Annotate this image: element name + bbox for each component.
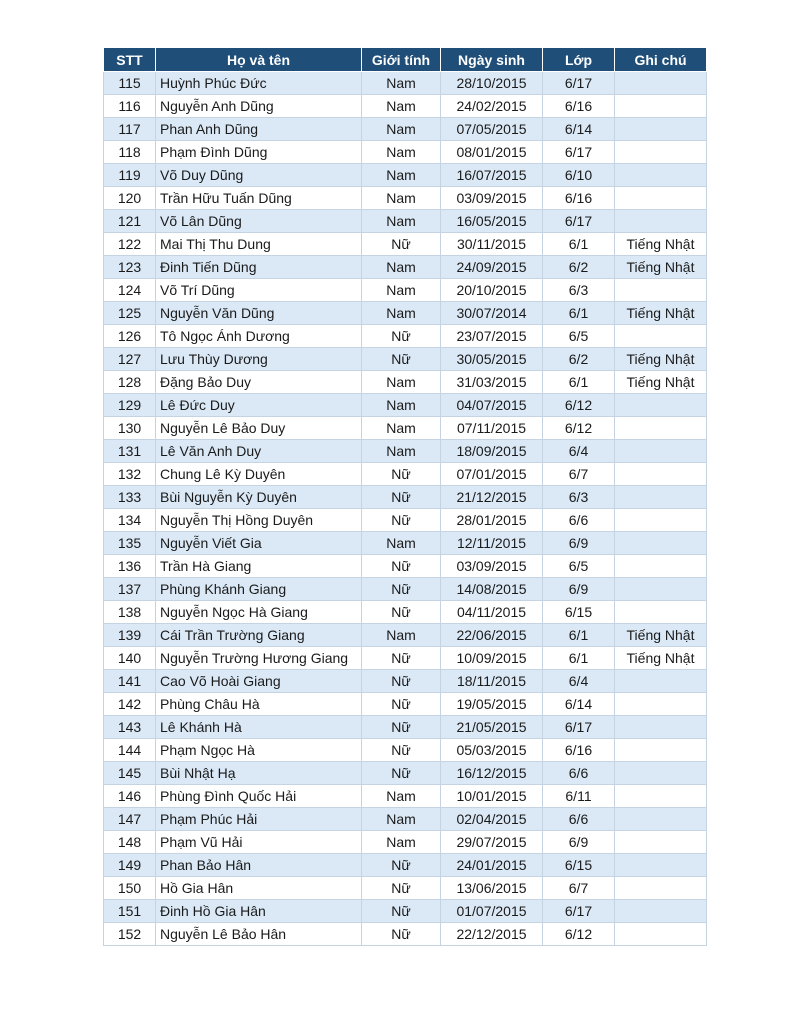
cell-birthdate: 18/11/2015 xyxy=(441,670,543,693)
cell-class: 6/1 xyxy=(543,233,615,256)
cell-class: 6/15 xyxy=(543,601,615,624)
cell-birthdate: 07/05/2015 xyxy=(441,118,543,141)
cell-birthdate: 02/04/2015 xyxy=(441,808,543,831)
cell-note xyxy=(615,831,707,854)
table-row xyxy=(104,509,707,532)
table-row xyxy=(104,325,707,348)
cell-class: 6/11 xyxy=(543,785,615,808)
cell-gender: Nam xyxy=(362,256,441,279)
cell-class: 6/3 xyxy=(543,486,615,509)
cell-birthdate: 22/06/2015 xyxy=(441,624,543,647)
cell-class: 6/16 xyxy=(543,739,615,762)
cell-note xyxy=(615,716,707,739)
cell-birthdate: 20/10/2015 xyxy=(441,279,543,302)
cell-class: 6/4 xyxy=(543,670,615,693)
cell-gender: Nam xyxy=(362,210,441,233)
cell-note xyxy=(615,164,707,187)
cell-full-name: Cái Trần Trường Giang xyxy=(156,624,362,647)
cell-class: 6/6 xyxy=(543,808,615,831)
cell-note xyxy=(615,509,707,532)
cell-stt: 134 xyxy=(104,509,156,532)
cell-note xyxy=(615,118,707,141)
cell-birthdate: 22/12/2015 xyxy=(441,923,543,946)
table-row xyxy=(104,210,707,233)
cell-gender: Nữ xyxy=(362,923,441,946)
cell-stt: 139 xyxy=(104,624,156,647)
cell-gender: Nữ xyxy=(362,762,441,785)
cell-note xyxy=(615,877,707,900)
cell-birthdate: 30/11/2015 xyxy=(441,233,543,256)
cell-class: 6/12 xyxy=(543,417,615,440)
cell-gender: Nữ xyxy=(362,877,441,900)
table-row xyxy=(104,95,707,118)
cell-full-name: Trần Hữu Tuấn Dũng xyxy=(156,187,362,210)
cell-birthdate: 14/08/2015 xyxy=(441,578,543,601)
cell-gender: Nữ xyxy=(362,463,441,486)
table-row xyxy=(104,417,707,440)
cell-stt: 115 xyxy=(104,72,156,95)
table-row xyxy=(104,785,707,808)
cell-gender: Nam xyxy=(362,72,441,95)
cell-gender: Nam xyxy=(362,624,441,647)
cell-birthdate: 16/07/2015 xyxy=(441,164,543,187)
cell-class: 6/5 xyxy=(543,325,615,348)
table-row xyxy=(104,762,707,785)
cell-class: 6/17 xyxy=(543,141,615,164)
cell-note: Tiếng Nhật xyxy=(615,647,707,670)
cell-birthdate: 24/02/2015 xyxy=(441,95,543,118)
cell-stt: 135 xyxy=(104,532,156,555)
cell-note xyxy=(615,854,707,877)
student-roster-table xyxy=(103,47,707,946)
cell-note xyxy=(615,601,707,624)
cell-full-name: Võ Lân Dũng xyxy=(156,210,362,233)
cell-full-name: Đặng Bảo Duy xyxy=(156,371,362,394)
cell-birthdate: 24/09/2015 xyxy=(441,256,543,279)
cell-full-name: Lê Văn Anh Duy xyxy=(156,440,362,463)
cell-birthdate: 03/09/2015 xyxy=(441,555,543,578)
cell-full-name: Phùng Khánh Giang xyxy=(156,578,362,601)
table-row xyxy=(104,670,707,693)
cell-full-name: Phạm Đình Dũng xyxy=(156,141,362,164)
table-row xyxy=(104,371,707,394)
cell-note xyxy=(615,325,707,348)
cell-note xyxy=(615,210,707,233)
cell-birthdate: 10/09/2015 xyxy=(441,647,543,670)
cell-birthdate: 04/11/2015 xyxy=(441,601,543,624)
cell-gender: Nam xyxy=(362,302,441,325)
cell-gender: Nam xyxy=(362,95,441,118)
cell-full-name: Phan Bảo Hân xyxy=(156,854,362,877)
cell-class: 6/12 xyxy=(543,394,615,417)
cell-class: 6/9 xyxy=(543,831,615,854)
cell-stt: 150 xyxy=(104,877,156,900)
cell-gender: Nữ xyxy=(362,900,441,923)
cell-class: 6/7 xyxy=(543,463,615,486)
header-class: Lớp xyxy=(543,48,615,72)
cell-stt: 117 xyxy=(104,118,156,141)
cell-full-name: Bùi Nguyễn Kỳ Duyên xyxy=(156,486,362,509)
cell-full-name: Đinh Tiến Dũng xyxy=(156,256,362,279)
cell-birthdate: 12/11/2015 xyxy=(441,532,543,555)
cell-full-name: Nguyễn Thị Hồng Duyên xyxy=(156,509,362,532)
cell-stt: 144 xyxy=(104,739,156,762)
cell-stt: 129 xyxy=(104,394,156,417)
cell-class: 6/14 xyxy=(543,118,615,141)
cell-gender: Nữ xyxy=(362,647,441,670)
cell-class: 6/2 xyxy=(543,348,615,371)
cell-full-name: Nguyễn Lê Bảo Duy xyxy=(156,417,362,440)
cell-class: 6/1 xyxy=(543,624,615,647)
cell-full-name: Lưu Thùy Dương xyxy=(156,348,362,371)
cell-full-name: Phan Anh Dũng xyxy=(156,118,362,141)
cell-stt: 124 xyxy=(104,279,156,302)
table-row xyxy=(104,486,707,509)
table-header xyxy=(104,48,707,72)
table-row xyxy=(104,877,707,900)
cell-gender: Nữ xyxy=(362,854,441,877)
cell-note: Tiếng Nhật xyxy=(615,348,707,371)
cell-full-name: Cao Võ Hoài Giang xyxy=(156,670,362,693)
cell-full-name: Nguyễn Anh Dũng xyxy=(156,95,362,118)
cell-stt: 127 xyxy=(104,348,156,371)
cell-full-name: Phùng Châu Hà xyxy=(156,693,362,716)
cell-class: 6/17 xyxy=(543,72,615,95)
cell-gender: Nữ xyxy=(362,486,441,509)
cell-class: 6/12 xyxy=(543,923,615,946)
table-row xyxy=(104,739,707,762)
cell-full-name: Nguyễn Trường Hương Giang xyxy=(156,647,362,670)
cell-class: 6/3 xyxy=(543,279,615,302)
cell-note: Tiếng Nhật xyxy=(615,371,707,394)
cell-birthdate: 16/12/2015 xyxy=(441,762,543,785)
table-row xyxy=(104,302,707,325)
cell-birthdate: 30/07/2014 xyxy=(441,302,543,325)
cell-stt: 121 xyxy=(104,210,156,233)
cell-stt: 145 xyxy=(104,762,156,785)
cell-note xyxy=(615,440,707,463)
table-row xyxy=(104,532,707,555)
cell-gender: Nam xyxy=(362,141,441,164)
cell-stt: 120 xyxy=(104,187,156,210)
cell-note xyxy=(615,739,707,762)
cell-gender: Nữ xyxy=(362,693,441,716)
cell-note xyxy=(615,578,707,601)
table-row xyxy=(104,279,707,302)
cell-note xyxy=(615,785,707,808)
cell-stt: 140 xyxy=(104,647,156,670)
header-name: Họ và tên xyxy=(156,48,362,72)
cell-gender: Nam xyxy=(362,808,441,831)
cell-class: 6/1 xyxy=(543,302,615,325)
cell-full-name: Bùi Nhật Hạ xyxy=(156,762,362,785)
cell-class: 6/17 xyxy=(543,716,615,739)
cell-gender: Nữ xyxy=(362,233,441,256)
cell-birthdate: 23/07/2015 xyxy=(441,325,543,348)
cell-stt: 146 xyxy=(104,785,156,808)
table-row xyxy=(104,256,707,279)
cell-note xyxy=(615,923,707,946)
cell-class: 6/14 xyxy=(543,693,615,716)
cell-note xyxy=(615,670,707,693)
cell-birthdate: 31/03/2015 xyxy=(441,371,543,394)
cell-stt: 136 xyxy=(104,555,156,578)
header-gender: Giới tính xyxy=(362,48,441,72)
table-row xyxy=(104,348,707,371)
cell-stt: 142 xyxy=(104,693,156,716)
cell-stt: 116 xyxy=(104,95,156,118)
cell-stt: 152 xyxy=(104,923,156,946)
cell-full-name: Trần Hà Giang xyxy=(156,555,362,578)
cell-full-name: Phạm Ngọc Hà xyxy=(156,739,362,762)
cell-stt: 119 xyxy=(104,164,156,187)
cell-gender: Nữ xyxy=(362,325,441,348)
cell-class: 6/15 xyxy=(543,854,615,877)
cell-note: Tiếng Nhật xyxy=(615,302,707,325)
cell-class: 6/4 xyxy=(543,440,615,463)
cell-gender: Nữ xyxy=(362,716,441,739)
table-row xyxy=(104,923,707,946)
cell-stt: 149 xyxy=(104,854,156,877)
cell-gender: Nữ xyxy=(362,670,441,693)
cell-birthdate: 28/01/2015 xyxy=(441,509,543,532)
cell-birthdate: 28/10/2015 xyxy=(441,72,543,95)
cell-birthdate: 30/05/2015 xyxy=(441,348,543,371)
header-birthdate: Ngày sinh xyxy=(441,48,543,72)
table-row xyxy=(104,647,707,670)
cell-note xyxy=(615,394,707,417)
cell-class: 6/9 xyxy=(543,578,615,601)
cell-class: 6/5 xyxy=(543,555,615,578)
cell-gender: Nam xyxy=(362,394,441,417)
cell-birthdate: 21/12/2015 xyxy=(441,486,543,509)
cell-full-name: Lê Khánh Hà xyxy=(156,716,362,739)
cell-gender: Nam xyxy=(362,417,441,440)
cell-stt: 126 xyxy=(104,325,156,348)
cell-note xyxy=(615,762,707,785)
cell-full-name: Tô Ngọc Ánh Dương xyxy=(156,325,362,348)
table-row xyxy=(104,187,707,210)
header-note: Ghi chú xyxy=(615,48,707,72)
table-row xyxy=(104,854,707,877)
cell-birthdate: 21/05/2015 xyxy=(441,716,543,739)
cell-birthdate: 29/07/2015 xyxy=(441,831,543,854)
cell-birthdate: 04/07/2015 xyxy=(441,394,543,417)
cell-stt: 147 xyxy=(104,808,156,831)
cell-full-name: Võ Trí Dũng xyxy=(156,279,362,302)
cell-class: 6/17 xyxy=(543,900,615,923)
cell-stt: 143 xyxy=(104,716,156,739)
cell-stt: 125 xyxy=(104,302,156,325)
cell-birthdate: 24/01/2015 xyxy=(441,854,543,877)
cell-birthdate: 08/01/2015 xyxy=(441,141,543,164)
cell-note xyxy=(615,900,707,923)
cell-birthdate: 19/05/2015 xyxy=(441,693,543,716)
table-row xyxy=(104,808,707,831)
cell-full-name: Hồ Gia Hân xyxy=(156,877,362,900)
cell-full-name: Võ Duy Dũng xyxy=(156,164,362,187)
cell-gender: Nam xyxy=(362,371,441,394)
cell-class: 6/6 xyxy=(543,762,615,785)
cell-note: Tiếng Nhật xyxy=(615,624,707,647)
table-row xyxy=(104,624,707,647)
cell-class: 6/7 xyxy=(543,877,615,900)
cell-gender: Nam xyxy=(362,785,441,808)
cell-full-name: Nguyễn Văn Dũng xyxy=(156,302,362,325)
table-row xyxy=(104,900,707,923)
cell-full-name: Phùng Đình Quốc Hải xyxy=(156,785,362,808)
cell-full-name: Chung Lê Kỳ Duyên xyxy=(156,463,362,486)
table-row xyxy=(104,233,707,256)
cell-stt: 137 xyxy=(104,578,156,601)
table-row xyxy=(104,601,707,624)
cell-gender: Nam xyxy=(362,831,441,854)
cell-gender: Nữ xyxy=(362,578,441,601)
cell-stt: 148 xyxy=(104,831,156,854)
cell-birthdate: 18/09/2015 xyxy=(441,440,543,463)
cell-gender: Nam xyxy=(362,187,441,210)
cell-stt: 123 xyxy=(104,256,156,279)
cell-stt: 118 xyxy=(104,141,156,164)
cell-class: 6/17 xyxy=(543,210,615,233)
cell-birthdate: 13/06/2015 xyxy=(441,877,543,900)
cell-class: 6/9 xyxy=(543,532,615,555)
cell-gender: Nam xyxy=(362,440,441,463)
cell-stt: 141 xyxy=(104,670,156,693)
cell-full-name: Mai Thị Thu Dung xyxy=(156,233,362,256)
cell-stt: 151 xyxy=(104,900,156,923)
cell-gender: Nữ xyxy=(362,348,441,371)
cell-full-name: Lê Đức Duy xyxy=(156,394,362,417)
table-row xyxy=(104,72,707,95)
header-row xyxy=(104,48,707,72)
cell-stt: 132 xyxy=(104,463,156,486)
table-row xyxy=(104,831,707,854)
cell-note xyxy=(615,141,707,164)
cell-stt: 133 xyxy=(104,486,156,509)
cell-full-name: Huỳnh Phúc Đức xyxy=(156,72,362,95)
table-row xyxy=(104,141,707,164)
cell-full-name: Nguyễn Viết Gia xyxy=(156,532,362,555)
cell-note: Tiếng Nhật xyxy=(615,256,707,279)
cell-gender: Nữ xyxy=(362,555,441,578)
cell-gender: Nam xyxy=(362,118,441,141)
cell-stt: 131 xyxy=(104,440,156,463)
cell-note xyxy=(615,72,707,95)
cell-class: 6/16 xyxy=(543,95,615,118)
cell-note xyxy=(615,532,707,555)
cell-gender: Nam xyxy=(362,279,441,302)
cell-note xyxy=(615,555,707,578)
table-row xyxy=(104,440,707,463)
cell-note xyxy=(615,463,707,486)
cell-stt: 128 xyxy=(104,371,156,394)
table-row xyxy=(104,463,707,486)
cell-note xyxy=(615,95,707,118)
cell-note xyxy=(615,187,707,210)
table-row xyxy=(104,693,707,716)
cell-birthdate: 16/05/2015 xyxy=(441,210,543,233)
cell-stt: 122 xyxy=(104,233,156,256)
table-body xyxy=(104,72,707,946)
table-row xyxy=(104,716,707,739)
cell-note xyxy=(615,417,707,440)
table-row xyxy=(104,578,707,601)
cell-class: 6/6 xyxy=(543,509,615,532)
cell-stt: 130 xyxy=(104,417,156,440)
cell-note xyxy=(615,808,707,831)
table-row xyxy=(104,118,707,141)
cell-full-name: Phạm Phúc Hải xyxy=(156,808,362,831)
table-row xyxy=(104,394,707,417)
cell-gender: Nam xyxy=(362,532,441,555)
cell-birthdate: 05/03/2015 xyxy=(441,739,543,762)
cell-birthdate: 01/07/2015 xyxy=(441,900,543,923)
cell-birthdate: 07/11/2015 xyxy=(441,417,543,440)
cell-note xyxy=(615,279,707,302)
cell-class: 6/10 xyxy=(543,164,615,187)
cell-class: 6/1 xyxy=(543,371,615,394)
cell-birthdate: 10/01/2015 xyxy=(441,785,543,808)
cell-stt: 138 xyxy=(104,601,156,624)
cell-birthdate: 03/09/2015 xyxy=(441,187,543,210)
cell-full-name: Nguyễn Ngọc Hà Giang xyxy=(156,601,362,624)
cell-gender: Nữ xyxy=(362,509,441,532)
cell-full-name: Nguyễn Lê Bảo Hân xyxy=(156,923,362,946)
cell-gender: Nữ xyxy=(362,739,441,762)
cell-full-name: Đinh Hồ Gia Hân xyxy=(156,900,362,923)
cell-gender: Nam xyxy=(362,164,441,187)
cell-note xyxy=(615,693,707,716)
cell-gender: Nữ xyxy=(362,601,441,624)
table-row xyxy=(104,555,707,578)
cell-note xyxy=(615,486,707,509)
cell-full-name: Phạm Vũ Hải xyxy=(156,831,362,854)
cell-class: 6/16 xyxy=(543,187,615,210)
cell-note: Tiếng Nhật xyxy=(615,233,707,256)
cell-birthdate: 07/01/2015 xyxy=(441,463,543,486)
table-row xyxy=(104,164,707,187)
cell-class: 6/1 xyxy=(543,647,615,670)
header-stt: STT xyxy=(104,48,156,72)
cell-class: 6/2 xyxy=(543,256,615,279)
